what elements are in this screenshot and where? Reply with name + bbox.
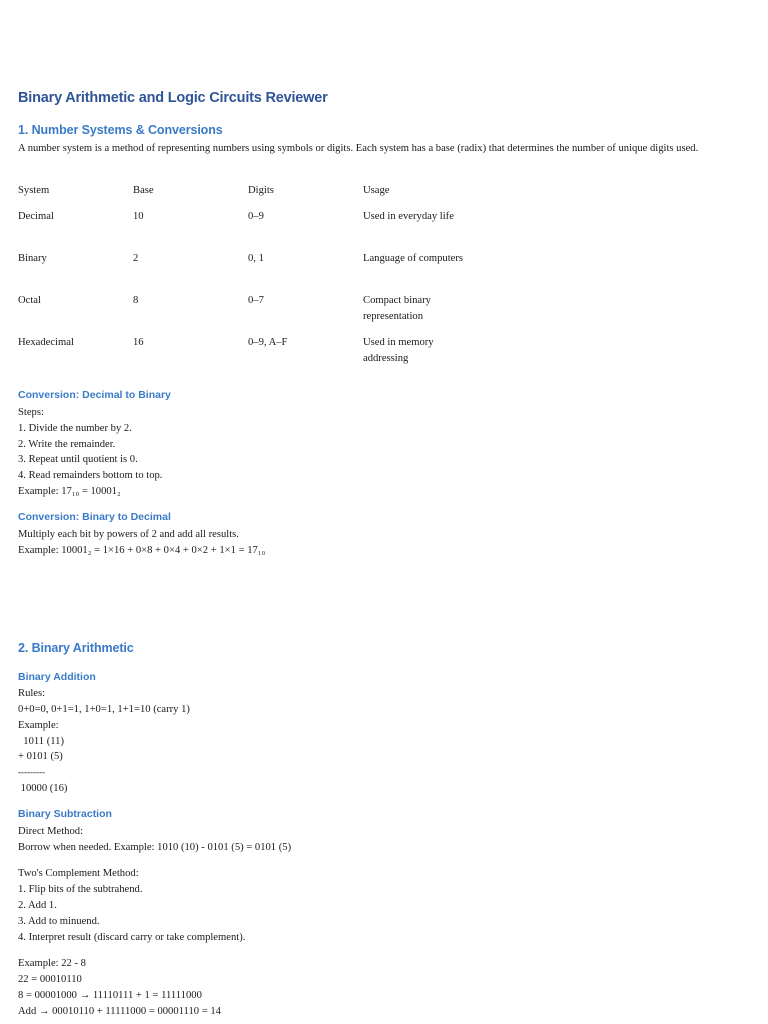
table-header: System [18, 185, 50, 196]
table-cell: Compact binary representation [363, 295, 431, 322]
addition-line: + 0101 (5) [18, 751, 63, 762]
table-header-row [18, 183, 463, 209]
subtraction-example-line: 22 = 00010110 [18, 974, 82, 985]
table-row [18, 209, 463, 251]
table-cell: 0–7 [248, 295, 264, 306]
table-cell: 10 [133, 211, 144, 222]
table-cell: 2 [133, 253, 139, 264]
dec-to-bin-line: 1. Divide the number by 2. [18, 423, 132, 434]
dec-to-bin-line: 2. Write the remainder. [18, 439, 116, 450]
table-row [18, 293, 463, 335]
bin-to-dec-example: Example: 10001₂ = 1×16 + 0×8 + 0×4 + 0×2 + 1×1 = 17₁₀ [18, 545, 266, 556]
addition-line: 1011 (11) [18, 736, 64, 747]
subtraction-line: Direct Method: [18, 826, 84, 837]
table-header: Digits [248, 185, 274, 196]
addition-line: Example: [18, 720, 59, 731]
table-cell: Decimal [18, 211, 54, 222]
twos-complement-line: 4. Interpret result (discard carry or take complement). [18, 932, 246, 943]
table-header: Base [133, 185, 154, 196]
twos-complement-line: Two's Complement Method: [18, 868, 139, 879]
section-heading-binary-arithmetic: 2. Binary Arithmetic [18, 641, 134, 655]
table-row [18, 251, 463, 293]
intro-paragraph: A number system is a method of representing numbers using symbols or digits. Each system has a base (radix) that determines the number of unique digits used. [18, 143, 699, 154]
addition-line: 10000 (16) [18, 783, 68, 794]
dec-to-bin-line: Steps: [18, 407, 44, 418]
table-cell: Used in memory addressing [363, 337, 434, 364]
table-row [18, 335, 463, 377]
subheading-dec-to-bin: Conversion: Decimal to Binary [18, 389, 171, 401]
twos-complement-line: 1. Flip bits of the subtrahend. [18, 884, 143, 895]
subtraction-example-line: 8 = 00001000 → 11110111 + 1 = 11111000 [18, 990, 202, 1001]
twos-complement-line: 3. Add to minuend. [18, 916, 100, 927]
table-cell: 16 [133, 337, 144, 348]
table-cell: Used in everyday life [363, 211, 454, 222]
section-heading-number-systems: 1. Number Systems & Conversions [18, 123, 223, 137]
document-title: Binary Arithmetic and Logic Circuits Reviewer [18, 90, 328, 106]
table-cell: Binary [18, 253, 47, 264]
dec-to-bin-line: 4. Read remainders bottom to top. [18, 470, 163, 481]
table-cell: Language of computers [363, 253, 464, 264]
addition-divider: --------- [18, 767, 45, 777]
table-cell: 0–9 [248, 211, 264, 222]
subtraction-example-line: Add → 00010110 + 11111000 = 00001110 = 14 [18, 1006, 221, 1017]
addition-line: 0+0=0, 0+1=1, 1+0=1, 1+1=10 (carry 1) [18, 704, 190, 715]
subheading-bin-to-dec: Conversion: Binary to Decimal [18, 511, 171, 523]
dec-to-bin-line: 3. Repeat until quotient is 0. [18, 454, 138, 465]
subtraction-example-line: Example: 22 - 8 [18, 958, 86, 969]
table-header: Usage [363, 185, 390, 196]
table-cell: 8 [133, 295, 139, 306]
table-cell: Octal [18, 295, 41, 306]
table-cell: Hexadecimal [18, 337, 74, 348]
dec-to-bin-example: Example: 17₁₀ = 10001₂ [18, 486, 121, 497]
subtraction-line: Borrow when needed. Example: 1010 (10) - 0101 (5) = 0101 (5) [18, 842, 292, 853]
number-systems-table [18, 183, 463, 377]
bin-to-dec-line: Multiply each bit by powers of 2 and add all results. [18, 529, 239, 540]
twos-complement-line: 2. Add 1. [18, 900, 57, 911]
subheading-binary-subtraction: Binary Subtraction [18, 808, 112, 820]
table-cell: 0–9, A–F [248, 337, 288, 348]
table-cell: 0, 1 [248, 253, 264, 264]
subheading-binary-addition: Binary Addition [18, 671, 96, 683]
addition-line: Rules: [18, 688, 46, 699]
